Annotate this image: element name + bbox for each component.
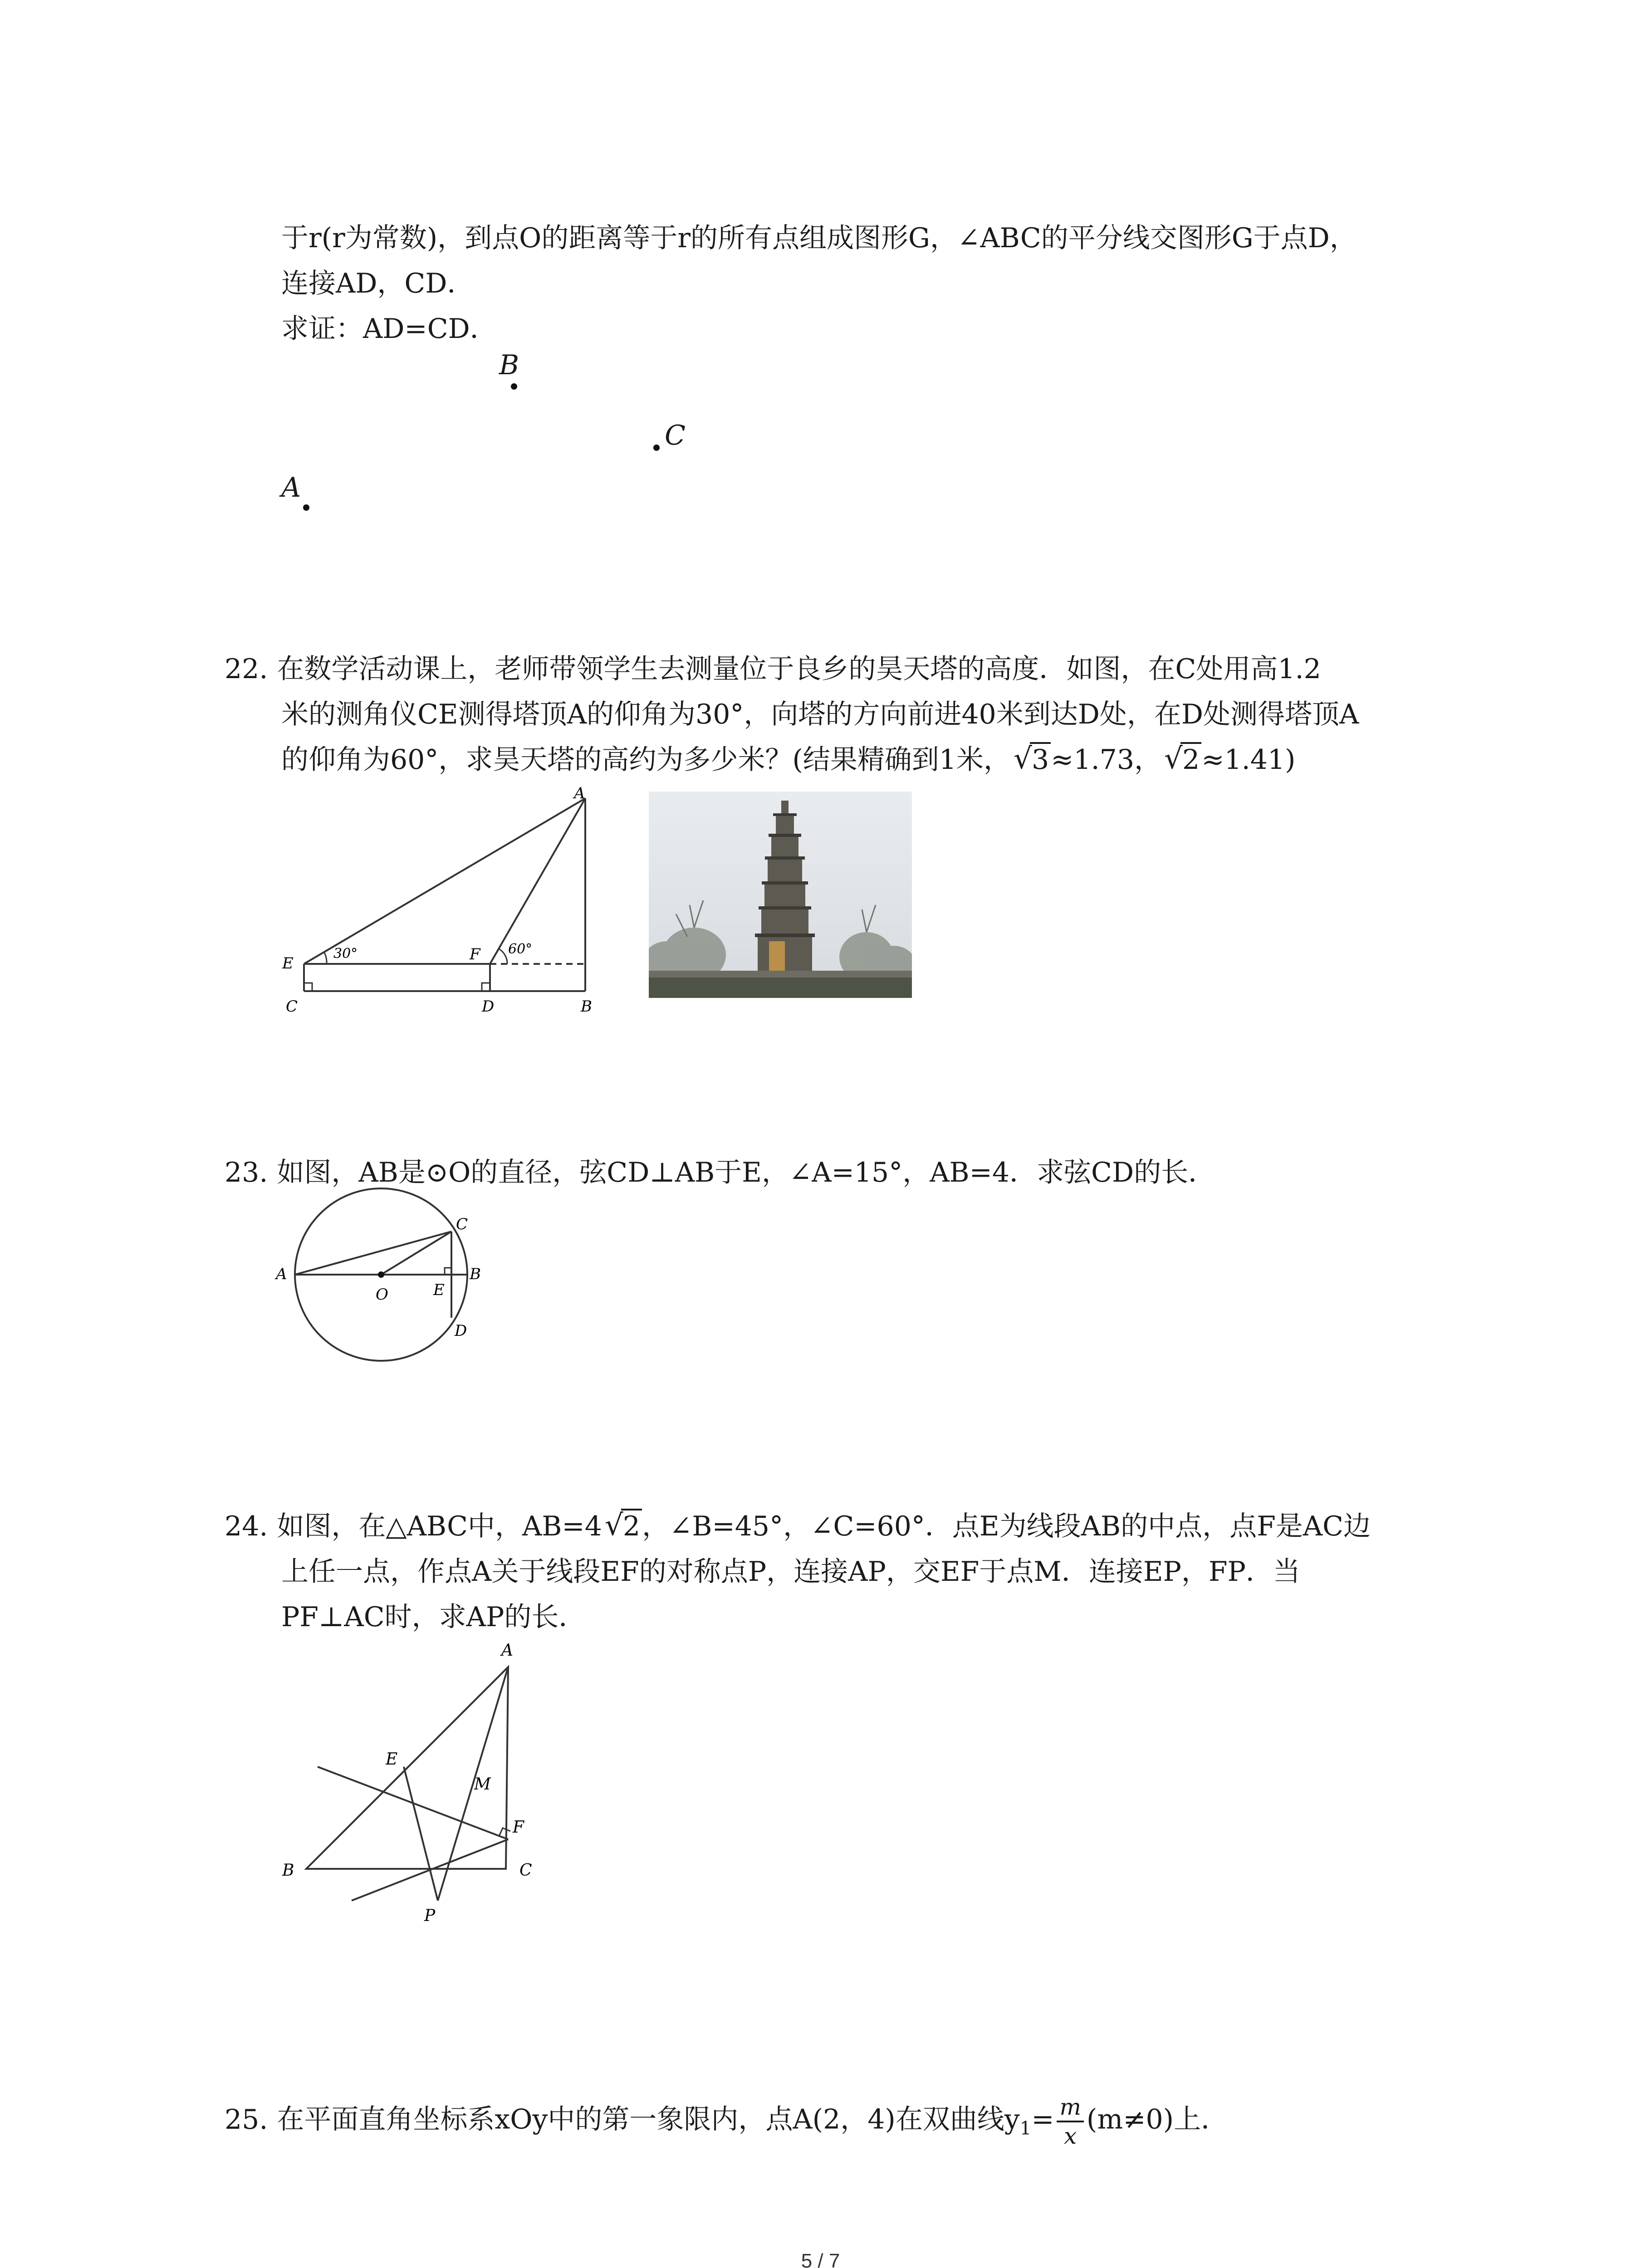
q24-label-c: C xyxy=(519,1861,532,1880)
q22-number: 22. xyxy=(225,653,268,685)
q25-subscript: 1 xyxy=(1019,2118,1032,2139)
q24-label-a: A xyxy=(501,1641,513,1660)
q22-label-b: B xyxy=(581,997,592,1016)
q22-line-3 xyxy=(281,744,1296,776)
line-pf xyxy=(352,1839,508,1901)
line-ea xyxy=(304,798,585,964)
q23-number: 23. xyxy=(225,1157,268,1188)
q22-approx-2: ≈1.41) xyxy=(1201,744,1296,776)
q21-line-2: 连接AD，CD． xyxy=(281,268,475,299)
q21-line-1: 于r(r为常数)，到点O的距离等于r的所有点组成图形G，∠ABC的平分线交图形G于点D， xyxy=(281,222,1357,254)
q22-label-a: A xyxy=(574,785,585,802)
q25-line-1 xyxy=(225,2093,1228,2150)
line-fa xyxy=(490,798,585,964)
q23-label-a: A xyxy=(276,1265,287,1283)
center-dot xyxy=(378,1271,384,1278)
q24-label-e: E xyxy=(386,1750,398,1769)
q22-approx-3: ≈1.73， xyxy=(1051,744,1161,776)
q24-label-b: B xyxy=(282,1861,294,1880)
q21-point-b xyxy=(511,383,517,390)
q24-line-3: PF⊥AC时，求AP的长． xyxy=(281,1601,586,1633)
q24-sqrt-2: √ 2 xyxy=(605,1513,642,1540)
q21-point-c xyxy=(653,445,660,451)
q23-label-d: D xyxy=(455,1322,467,1340)
page-number: 5 / 7 xyxy=(801,2250,840,2268)
q22-angle-30: 30° xyxy=(333,946,358,962)
q24-label-m: M xyxy=(474,1775,491,1794)
q22-tower-diagram xyxy=(272,785,617,1021)
q23-label-b: B xyxy=(470,1265,481,1283)
q25-fraction: $\frac{m}{x}$ xyxy=(1057,2093,1083,2150)
q24-text-1b: ，∠B=45°，∠C=60°．点E为线段AB的中点，点F是AC边 xyxy=(642,1510,1371,1542)
q21-label-b: B xyxy=(499,349,519,381)
q25-text-a: 在平面直角坐标系xOy中的第一象限内，点A(2，4)在双曲线y xyxy=(277,2103,1020,2136)
q24-triangle-diagram xyxy=(272,1633,681,1941)
q22-sqrt-2: √ 2 xyxy=(1164,746,1201,773)
q25-equals: = xyxy=(1031,2103,1054,2136)
q22-text-3a: 的仰角为60°，求昊天塔的高约为多少米？(结果精确到1米， xyxy=(281,744,1011,776)
q24-text-1a: 如图，在△ABC中，AB=4 xyxy=(277,1510,602,1542)
q23-circle-diagram xyxy=(272,1184,508,1374)
q23-text: 如图，AB是⊙O的直径，弦CD⊥AB于E，∠A=15°，AB=4．求弦CD的长． xyxy=(277,1157,1216,1188)
q23-label-c: C xyxy=(456,1215,468,1233)
q22-label-d: D xyxy=(482,997,495,1016)
q24-line-1 xyxy=(225,1510,1371,1542)
q22-angle-60: 60° xyxy=(508,941,533,957)
q25-number: 25. xyxy=(225,2103,268,2136)
line-ac xyxy=(295,1232,451,1275)
q24-label-p: P xyxy=(424,1906,436,1925)
q23-line-1 xyxy=(225,1159,1215,1186)
q24-number: 24. xyxy=(225,1510,268,1542)
q24-label-f: F xyxy=(513,1818,524,1837)
line-oc xyxy=(381,1232,451,1275)
q21-label-c: C xyxy=(665,420,686,451)
q22-line-1 xyxy=(225,655,1321,683)
q22-label-c: C xyxy=(286,997,298,1016)
q22-label-f: F xyxy=(470,945,480,963)
tower-photo xyxy=(649,792,912,998)
q21-point-a xyxy=(303,504,309,511)
q25-text-b: (m≠0)上． xyxy=(1086,2103,1229,2136)
q22-text-1: 在数学活动课上，老师带领学生去测量位于良乡的昊天塔的高度．如图，在C处用高1.2 xyxy=(277,653,1321,685)
q24-line-2: 上任一点，作点A关于线段EF的对称点P，连接AP，交EF于点M．连接EP，FP．当 xyxy=(281,1556,1300,1588)
q22-sqrt-3: √ 3 xyxy=(1014,746,1051,773)
q23-label-e: E xyxy=(433,1281,445,1299)
q21-line-3: 求证：AD=CD． xyxy=(281,313,497,345)
q22-line-2: 米的测角仪CE测得塔顶A的仰角为30°，向塔的方向前进40米到达D处，在D处测得塔顶A xyxy=(281,699,1359,730)
q22-label-e: E xyxy=(282,954,294,973)
q21-label-a: A xyxy=(281,472,301,503)
q23-label-o: O xyxy=(376,1286,388,1304)
line-ep xyxy=(404,1767,438,1901)
